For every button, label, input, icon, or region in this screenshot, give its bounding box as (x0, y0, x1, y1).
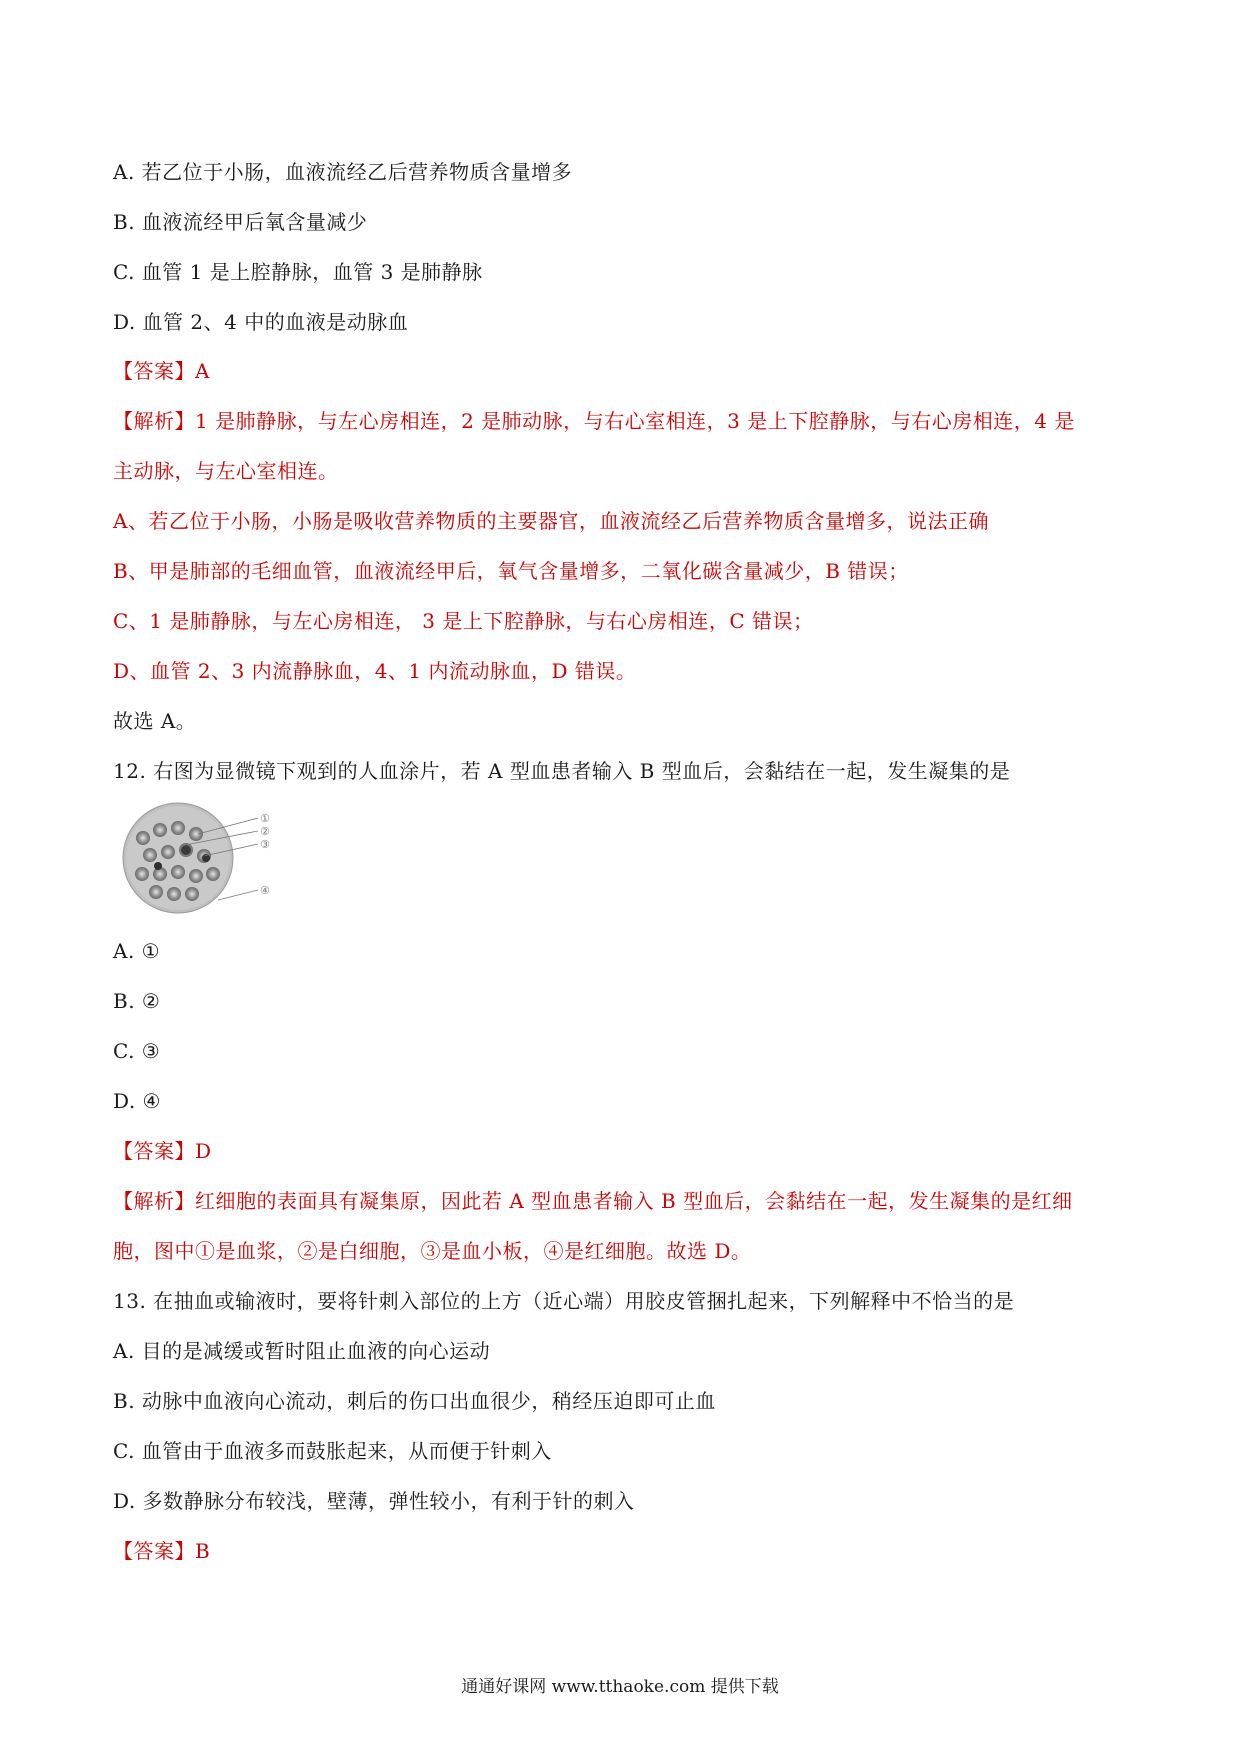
q13-answer: 【答案】B (113, 1539, 211, 1563)
q13-option-d: D. 多数静脉分布较浅，壁薄，弹性较小，有利于针的刺入 (113, 1489, 635, 1513)
q11-conclusion: 故选 A。 (113, 709, 197, 733)
q12-option-b: B. ② (113, 989, 161, 1013)
q11-option-a: A. 若乙位于小肠，血液流经乙后营养物质含量增多 (113, 160, 573, 184)
q11-option-b: B. 血液流经甲后氧含量减少 (113, 210, 368, 234)
figure-label-4: ④ (260, 884, 270, 897)
q12-stem: 12. 右图为显微镜下观到的人血涂片，若 A 型血患者输入 B 型血后，会黏结在一起，发生凝集的是 (113, 759, 1011, 783)
q12-option-c: C. ③ (113, 1039, 161, 1063)
q13-stem: 13. 在抽血或输液时，要将针刺入部位的上方（近心端）用胶皮管捆扎起来，下列解释中不恰当的是 (113, 1289, 1015, 1313)
q12-analysis-line-2: 胞，图中①是血浆，②是白细胞，③是血小板，④是红细胞。故选 D。 (113, 1239, 752, 1263)
q11-analysis-line-5: C、1 是肺静脉，与左心房相连， 3 是上下腔静脉，与右心房相连，C 错误； (113, 609, 814, 633)
figure-label-3: ③ (260, 838, 270, 851)
q12-option-d: D. ④ (113, 1089, 161, 1113)
q13-option-a: A. 目的是减缓或暂时阻止血液的向心运动 (113, 1339, 491, 1363)
q11-option-d: D. 血管 2、4 中的血液是动脉血 (113, 310, 409, 334)
q11-analysis-line-4: B、甲是肺部的毛细血管，血液流经甲后，氧气含量增多，二氧化碳含量减少，B 错误； (113, 559, 909, 583)
figure-label-1: ① (260, 812, 270, 825)
q11-answer: 【答案】A (113, 359, 210, 383)
figure-label-2: ② (260, 825, 270, 838)
q12-option-a: A. ① (113, 939, 161, 963)
q11-analysis-line-2: 主动脉，与左心室相连。 (113, 459, 339, 483)
q11-option-c: C. 血管 1 是上腔静脉，血管 3 是肺静脉 (113, 260, 483, 284)
q12-answer: 【答案】D (113, 1139, 212, 1163)
q11-analysis-line-3: A、若乙位于小肠，小肠是吸收营养物质的主要器官，血液流经乙后营养物质含量增多，说法正确 (113, 509, 989, 533)
q13-option-b: B. 动脉中血液向心流动，刺后的伤口出血很少，稍经压迫即可止血 (113, 1389, 716, 1413)
q11-analysis-line-1: 【解析】1 是肺静脉，与左心房相连，2 是肺动脉，与右心室相连，3 是上下腔静脉，与右心房相连，4 是 (113, 409, 1075, 433)
q11-analysis-line-6: D、血管 2、3 内流静脉血，4、1 内流动脉血，D 错误。 (113, 659, 637, 683)
blood-smear-figure (118, 800, 288, 920)
q12-analysis-line-1: 【解析】红细胞的表面具有凝集原，因此若 A 型血患者输入 B 型血后，会黏结在一起，发生凝集的是红细 (113, 1189, 1073, 1213)
page-footer: 通通好课网 www.tthaoke.com 提供下载 (461, 1677, 779, 1697)
q13-option-c: C. 血管由于血液多而鼓胀起来，从而便于针刺入 (113, 1439, 552, 1463)
